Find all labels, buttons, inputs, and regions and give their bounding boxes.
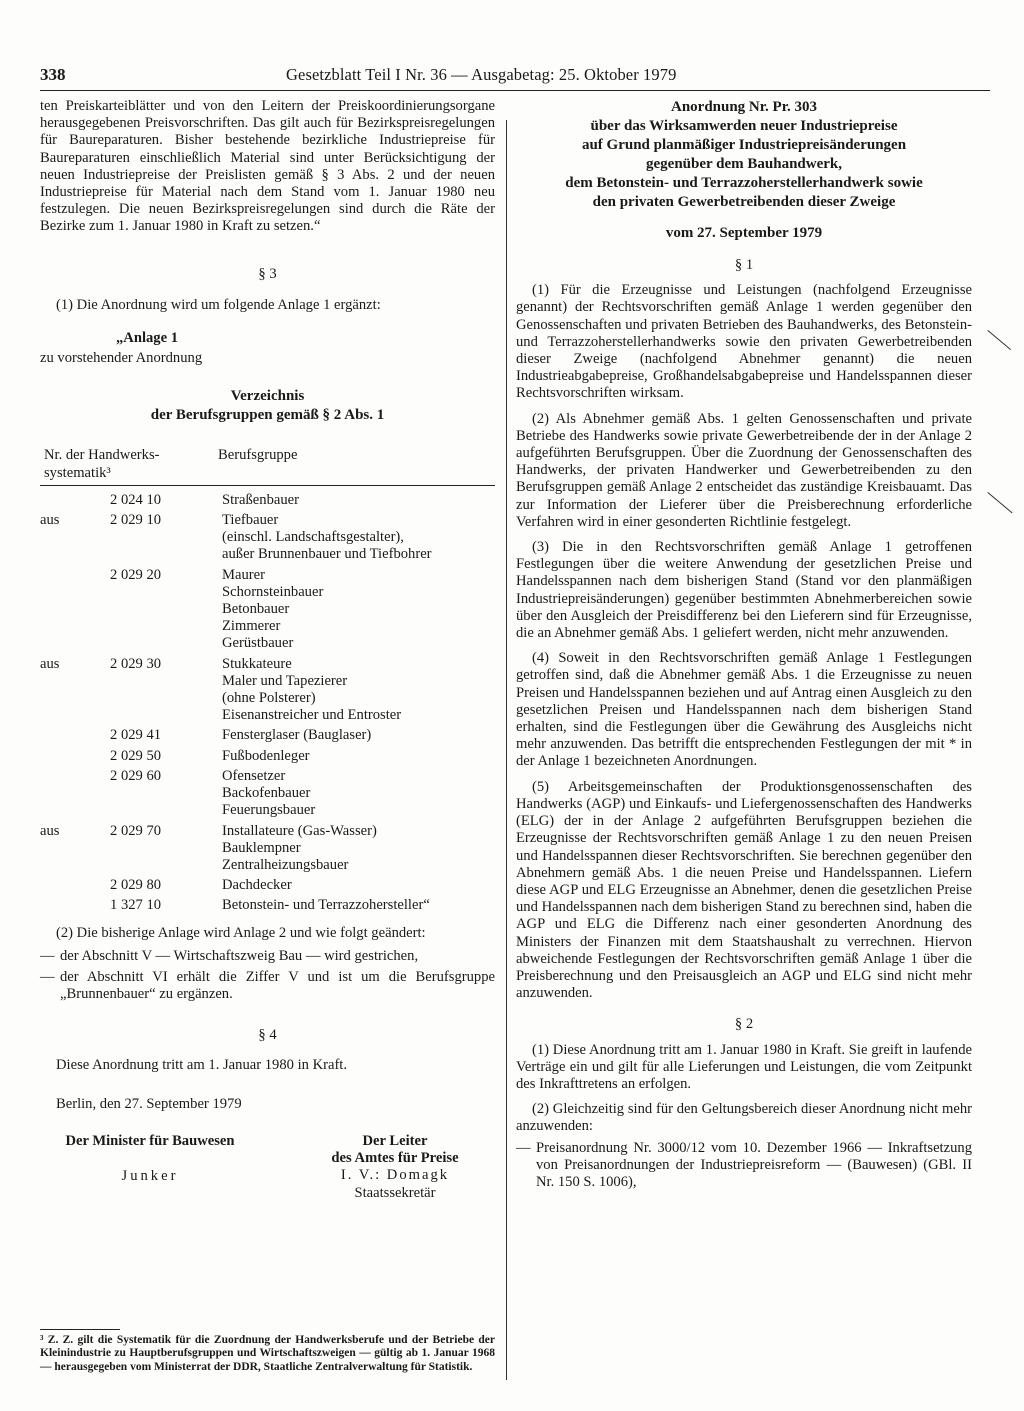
section-1-paragraph-3: (3) Die in den Rechtsvorschriften gemäß Anlage 1 getroffenen Festlegungen über die weitere Anwendung der gesetzlichen Preise und Handelsspannen nach dem bisherigen Stand (Stand vor den planmäßigen Industriepreisänderungen) gegenüber bestimmten Abnehmerbereichen sowie über den Ausgleich der Preisdifferenz bei den Lieferern sind für Erzeugnisse, die an Abnehmer gemäß Abs. 1 geliefert werden, nicht mehr anzuwenden. bbox=[516, 539, 972, 642]
signature-minister-name: Junker bbox=[121, 1168, 179, 1185]
table-row bbox=[40, 874, 495, 894]
row-prefix bbox=[40, 894, 72, 914]
footnote-rule bbox=[40, 1329, 120, 1330]
row-prefix: aus bbox=[40, 822, 60, 839]
row-group: Betonstein- und Terrazzohersteller“ bbox=[222, 897, 430, 914]
signature-amt bbox=[295, 1133, 495, 1202]
row-group: Installateure (Gas-Wasser) bbox=[222, 822, 377, 839]
row-group: Zimmerer bbox=[222, 618, 281, 635]
verzeichnis-line-2: der Berufsgruppen gemäß § 2 Abs. 1 bbox=[150, 407, 385, 424]
row-number: 2 029 50 bbox=[110, 747, 162, 764]
signature-amt-name: I. V.: Domagk bbox=[340, 1167, 450, 1184]
dash-marker: — bbox=[40, 947, 55, 964]
ordinance-title-line: den privaten Gewerbetreibenden dieser Zweige bbox=[592, 194, 896, 210]
row-group: Gerüstbauer bbox=[222, 635, 294, 652]
section-1-paragraph-2: (2) Als Abnehmer gemäß Abs. 1 gelten Genossenschaften und private Betriebe des Handwerks sowie private Gewerbetreibende der in der Anlage 2 aufgeführten Berufsgruppen. Über die Zuordnung der Genossenschaften des Handwerks, der privaten Handwerker und Gewerbetreibenden zu den Berufsgruppen gemäß Anlage 2 entscheidet das zuständige Kreisbauamt. Das zur Information der Lieferer über die Preisberechnung erforderliche Verfahren wird in einer gesonderten Richtlinie festgelegt. bbox=[516, 410, 972, 530]
row-group: Stukkateure bbox=[222, 655, 292, 672]
table-row bbox=[40, 894, 495, 914]
row-group: außer Brunnenbauer und Tiefbohrer bbox=[222, 546, 432, 563]
signature-amt-title-2: des Amtes für Preise bbox=[331, 1150, 459, 1167]
row-group: Schornsteinbauer bbox=[222, 583, 324, 600]
dash-marker: — bbox=[40, 968, 55, 985]
table-row bbox=[40, 509, 495, 529]
row-group: Straßenbauer bbox=[222, 491, 299, 508]
table-row bbox=[40, 840, 495, 857]
section-3-paragraph-2: (2) Die bisherige Anlage wird Anlage 2 und wie folgt geändert: bbox=[56, 924, 426, 941]
row-prefix: aus bbox=[40, 655, 60, 672]
margin-mark bbox=[987, 330, 1011, 350]
table-row bbox=[40, 601, 495, 618]
row-group: Maurer bbox=[222, 566, 265, 583]
signature-amt-role: Staatssekretär bbox=[354, 1184, 436, 1201]
row-number: 2 024 10 bbox=[110, 491, 162, 508]
ordinance-title bbox=[516, 98, 972, 212]
page-number: 338 bbox=[40, 65, 66, 84]
table-row bbox=[40, 492, 495, 509]
section-3-paragraph-1: (1) Die Anordnung wird um folgende Anlage 1 ergänzt: bbox=[56, 296, 381, 313]
row-group: Fensterglaser (Bauglaser) bbox=[222, 727, 372, 744]
intro-paragraph: ten Preiskarteiblätter und von den Leitern der Preiskoordinierungsorgane herausgegebenen Preisvorschriften. Das gilt auch für Bezirkspreisregelungen für Baureparaturen. Bisher bestehende bezirkliche Industriepreise für Baureparaturen einschließlich Material sind unter Berücksichtigung der neuen Industriepreise der Preislisten gemäß § 3 Abs. 2 und der neuen Industriepreise für Material nach dem Stand vom 1. Januar 1980 neu festzulegen. Die neuen Bezirkspreisregelungen sind durch die Räte der Bezirke zum 1. Januar 1980 in Kraft zu setzen.“ bbox=[40, 98, 495, 235]
row-group: (einschl. Landschaftsgestalter), bbox=[222, 529, 404, 546]
row-group: Fußbodenleger bbox=[222, 747, 310, 764]
footnote: ³ Z. Z. gilt die Systematik für die Zuordnung der Handwerksberufe und der Betriebe der Kleinindustrie zu Hauptberufsgruppen und Wirtschaftszweigen — gültig ab 1. Januar 1968 — herausgegeben vom Ministerrat der DDR, Staatliche Zentralverwaltung für Statistik. bbox=[40, 1334, 495, 1373]
ordinance-title-line: dem Betonstein- und Terrazzoherstellerhandwerk sowie bbox=[565, 175, 923, 191]
row-number: 2 029 60 bbox=[110, 767, 162, 784]
row-prefix bbox=[40, 492, 72, 509]
row-group: Maler und Tapezierer bbox=[222, 672, 348, 689]
berufsgruppen-table bbox=[40, 492, 495, 915]
section-1-paragraph-5: (5) Arbeitsgemeinschaften der Produktionsgenossenschaften des Handwerks (AGP) und Einkaufs- und Liefergenossenschaften des Handwerks (ELG) der in der Anlage 2 aufgeführten Berufsgruppen beziehen die Erzeugnisse der Rechtsvorschriften gemäß Anlage 1 zu den neuen Preisen und Handelsspannen dieser Rechtsvorschriften. Sie berechnen gegenüber den Abnehmern gemäß Abs. 1 die neuen Preise und Handelsspannen. Liefern diese AGP und ELG Erzeugnisse an Abnehmer, denen die gesetzlichen Preise und Handelsspannen nach dem bisherigen Stand zu berechnen sind, haben die AGP und ELG die Differenz nach einer gesonderten Anordnung des Ministers der Finanzen mit dem Staatshaushalt zu verrechnen. Hiervon abweichende Festlegungen der Rechtsvorschriften gemäß Anlage 1 über die Preisberechnung und den Preisausgleich an AGP und ELG sind nicht mehr anzuwenden. bbox=[516, 778, 972, 1002]
row-group: Ofensetzer bbox=[222, 767, 286, 784]
signature-amt-title-1: Der Leiter bbox=[362, 1132, 428, 1149]
row-prefix bbox=[40, 724, 72, 744]
table-row bbox=[40, 745, 495, 765]
table-row bbox=[40, 690, 495, 707]
table-row bbox=[40, 673, 495, 690]
section-3-heading: § 3 bbox=[258, 265, 277, 282]
table-header-number bbox=[40, 447, 218, 481]
table-row bbox=[40, 653, 495, 673]
row-group: Eisenanstreicher und Entroster bbox=[222, 707, 402, 724]
row-number: 2 029 41 bbox=[110, 727, 162, 744]
table-row bbox=[40, 765, 495, 785]
table-row bbox=[40, 635, 495, 652]
signature-minister bbox=[40, 1133, 260, 1202]
section-2-dash-item bbox=[516, 1140, 972, 1192]
row-number: 2 029 30 bbox=[110, 655, 162, 672]
row-group: Bauklempner bbox=[222, 839, 301, 856]
row-number: 2 029 70 bbox=[110, 822, 162, 839]
row-prefix bbox=[40, 745, 72, 765]
section-2-heading: § 2 bbox=[734, 1016, 754, 1033]
dash-item-2 bbox=[40, 969, 495, 1003]
section-4-heading: § 4 bbox=[258, 1027, 277, 1044]
page-header bbox=[40, 64, 990, 90]
table-row bbox=[40, 724, 495, 744]
signatures bbox=[40, 1133, 495, 1202]
column-divider bbox=[506, 120, 507, 1380]
row-prefix bbox=[40, 874, 72, 894]
row-prefix bbox=[40, 564, 72, 584]
section-4-paragraph: Diese Anordnung tritt am 1. Januar 1980 in Kraft. bbox=[56, 1056, 348, 1073]
table-header bbox=[40, 447, 495, 485]
row-group: Backofenbauer bbox=[222, 785, 311, 802]
right-column bbox=[516, 98, 972, 1191]
row-group: Feuerungsbauer bbox=[222, 802, 316, 819]
row-group: Zentralheizungsbauer bbox=[222, 856, 349, 873]
section-2-paragraph-2: (2) Gleichzeitig sind für den Geltungsbereich dieser Anordnung nicht mehr anzuwenden: bbox=[516, 1101, 972, 1135]
table-row bbox=[40, 802, 495, 819]
row-group: (ohne Polsterer) bbox=[222, 690, 316, 707]
section-1-paragraph-1: (1) Für die Erzeugnisse und Leistungen (nachfolgend Erzeugnisse genannt) der Rechtsvorschriften gemäß Anlage 1 werden gegenüber den Genossenschaften und privaten Betrieben des Bauhandwerks, des Betonstein- und Terrazzoherstellerhandwerks sowie den privaten Gewerbetreibenden dieser Zweige (nachfolgend Abnehmer genannt) die neuen Industrieabgabepreise, Großhandelsabgabepreise und Handelsspannen dieser Rechtsvorschriften wirksam. bbox=[516, 282, 972, 402]
section-1-paragraph-4: (4) Soweit in den Rechtsvorschriften gemäß Anlage 1 Festlegungen getroffen sind, daß die Abnehmer gemäß Abs. 1 die Erzeugnisse zu neuen Preisen und Handelsspannen beziehen und auf Antrag einen Ausgleich zu den gesetzlichen Preisen und Handelsspannen nach dem bisherigen Stand erhalten, sind die Festlegungen über die Gewährung des Ausgleichs nicht mehr anzuwenden. Das betrifft die entsprechenden Festlegungen der mit * in der Anlage 1 bezeichneten Anordnungen. bbox=[516, 650, 972, 770]
margin-mark bbox=[987, 492, 1012, 513]
table-row bbox=[40, 707, 495, 724]
dash-marker: — bbox=[516, 1139, 531, 1156]
table-row bbox=[40, 546, 495, 563]
dash-item-1-text: der Abschnitt V — Wirtschaftszweig Bau — wird gestrichen, bbox=[60, 947, 419, 964]
section-1-heading: § 1 bbox=[734, 257, 754, 273]
row-number: 2 029 80 bbox=[110, 877, 162, 894]
row-prefix: aus bbox=[40, 512, 60, 529]
signature-minister-title: Der Minister für Bauwesen bbox=[65, 1132, 235, 1149]
dash-item-2-text: der Abschnitt VI erhält die Ziffer V und ist um die Berufsgruppe „Brunnenbauer“ zu ergänzen. bbox=[60, 968, 495, 1003]
ordinance-date: vom 27. September 1979 bbox=[665, 225, 823, 241]
row-group: Dachdecker bbox=[222, 877, 292, 894]
header-rule bbox=[40, 90, 990, 91]
table-header-group: Berufsgruppe bbox=[218, 447, 298, 464]
ordinance-title-line: auf Grund planmäßiger Industriepreisänderungen bbox=[581, 137, 907, 153]
row-group: Betonbauer bbox=[222, 601, 290, 618]
table-header-number-line-2: systematik³ bbox=[44, 464, 111, 481]
verzeichnis-line-1: Verzeichnis bbox=[230, 388, 305, 405]
table-header-number-line-1: Nr. der Handwerks- bbox=[44, 447, 160, 464]
table-row bbox=[40, 820, 495, 840]
dash-item-1 bbox=[40, 948, 495, 965]
ordinance-title-line: Anordnung Nr. Pr. 303 bbox=[670, 99, 817, 115]
verzeichnis-title bbox=[40, 387, 495, 425]
ordinance-title-line: über das Wirksamwerden neuer Industriepreise bbox=[590, 118, 898, 134]
place-date: Berlin, den 27. September 1979 bbox=[56, 1095, 242, 1112]
table-row bbox=[40, 857, 495, 874]
table-row bbox=[40, 529, 495, 546]
row-number: 2 029 10 bbox=[110, 512, 162, 529]
row-prefix bbox=[40, 765, 72, 785]
section-2-paragraph-1: (1) Diese Anordnung tritt am 1. Januar 1980 in Kraft. Sie greift in laufende Verträge ein und gilt für alle Lieferungen und Leistungen, die vom Zeitpunkt des Inkrafttretens an erfolgen. bbox=[516, 1041, 972, 1092]
table-row bbox=[40, 564, 495, 584]
left-column bbox=[40, 98, 495, 1202]
table-row bbox=[40, 618, 495, 635]
section-2-dash-text: Preisanordnung Nr. 3000/12 vom 10. Dezember 1966 — Inkraftsetzung von Preisanordnungen der Industriepreisreform — (Bauwesen) (GBl. II Nr. 150 S. 1006), bbox=[536, 1139, 972, 1190]
table-row bbox=[40, 584, 495, 601]
ordinance-title-line: gegenüber dem Bauhandwerk, bbox=[646, 156, 842, 172]
anlage-title: „Anlage 1 bbox=[116, 330, 179, 347]
row-number: 1 327 10 bbox=[110, 897, 162, 914]
gazette-title: Gesetzblatt Teil I Nr. 36 — Ausgabetag: 25. Oktober 1979 bbox=[286, 65, 677, 84]
row-number: 2 029 20 bbox=[110, 566, 162, 583]
anlage-subtitle: zu vorstehender Anordnung bbox=[40, 350, 203, 367]
row-group: Tiefbauer bbox=[222, 512, 279, 529]
table-row bbox=[40, 785, 495, 802]
